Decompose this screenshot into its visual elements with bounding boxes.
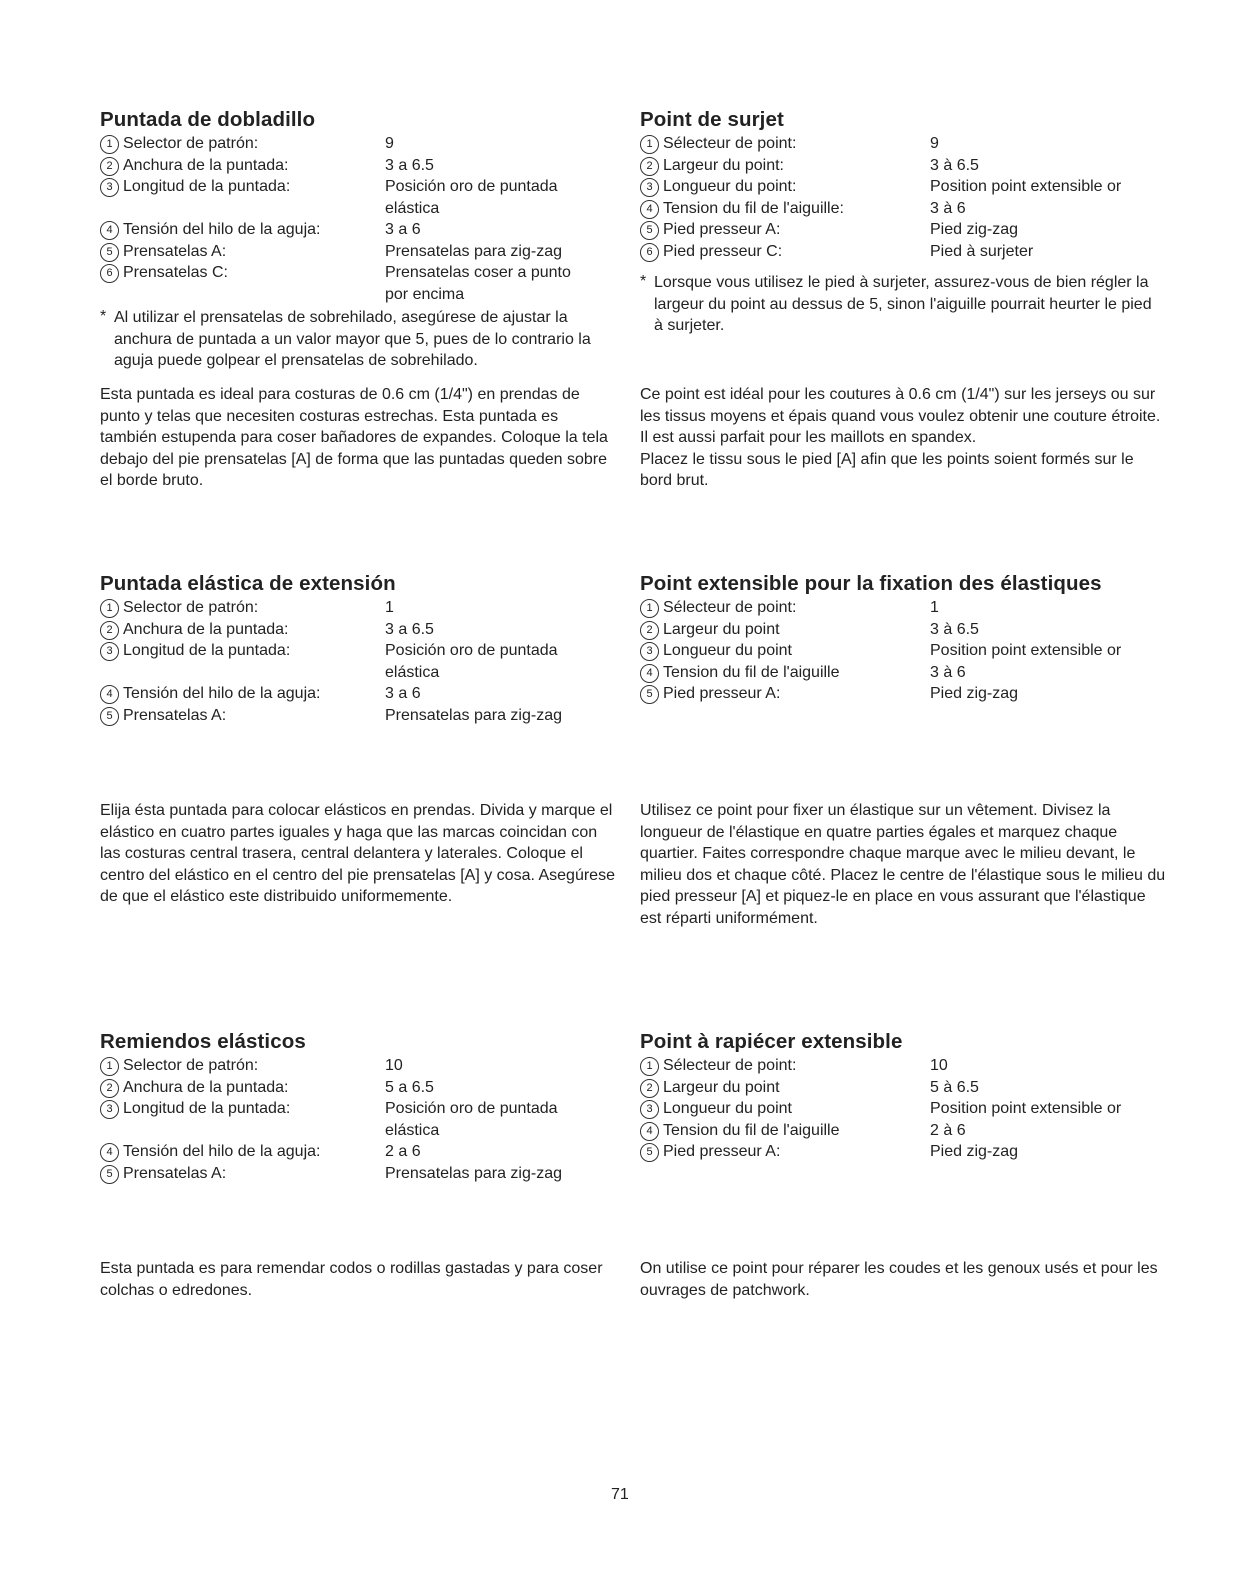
setting-label: Pied presseur A:	[663, 685, 781, 702]
setting-label: Prensatelas A:	[123, 242, 227, 260]
setting-value: 3 a 6	[385, 221, 421, 238]
setting-value: Pied zig-zag	[930, 1143, 1019, 1160]
page-number: 71	[611, 1486, 629, 1503]
setting-label: Tension du fil de l'aiguille	[663, 663, 840, 681]
settings-table	[100, 597, 620, 726]
setting-value: 3 a 6.5	[385, 156, 434, 174]
setting-label: Longueur du point:	[663, 178, 797, 195]
note-text: Al utilizar el prensatelas de sobrehilado, asegúrese de ajustar la anchura de puntada a un valor mayor que 5, pues de lo contrario la aguja puede golpear el prensatelas de sobrehilado.	[114, 309, 591, 369]
section-puntada-de-dobladillo	[100, 108, 620, 372]
circled-number: 3	[100, 642, 119, 661]
circled-number: 5	[100, 243, 119, 262]
circled-number: 4	[640, 1122, 659, 1141]
body-paragraph: Esta puntada es ideal para costuras de 0.6 cm (1/4") en prendas de punto y telas que necesiten costuras estrechas. Esta puntada es también estupenda para coser bañadores de expandes. Coloque la tela debajo del pie prensatelas [A] de forma que las puntadas queden sobre el borde bruto.	[100, 386, 608, 489]
setting-label: Sélecteur de point:	[663, 1057, 797, 1074]
setting-label: Pied presseur A:	[663, 221, 781, 238]
setting-value: Position point extensible or	[930, 642, 1122, 659]
body-paragraph: Utilisez ce point pour fixer un élastique sur un vêtement. Divisez la longueur de l'élastique en quatre parties égales et marquez chaque quartier. Faites correspondre chaque marque avec le milieu devant, le milieu dos et chaque côté. Placez le centre de l'élastique sous le milieu du pied presseur [A] et piquez-le en place en vous assurant que l'élastique est réparti uniformément.	[640, 802, 1166, 927]
setting-value: 9	[930, 135, 939, 152]
circled-number: 3	[100, 1100, 119, 1119]
setting-value: 1	[930, 599, 939, 616]
setting-label: Longueur du point	[663, 1100, 792, 1117]
circled-number: 1	[100, 599, 119, 618]
setting-value: 10	[385, 1057, 403, 1074]
circled-number: 3	[640, 642, 659, 661]
setting-value: Prensatelas coser a punto por encima	[385, 264, 571, 303]
circled-number: 2	[100, 1079, 119, 1098]
settings-table	[100, 133, 620, 305]
setting-label: Largeur du point	[663, 1078, 780, 1096]
paragraph-line: Placez le tissu sous le pied [A] afin que les points soient formés sur le bord brut.	[640, 450, 1134, 489]
section-heading: Remiendos elásticos	[100, 1030, 306, 1053]
section-heading: Point de surjet	[640, 108, 784, 131]
circled-number: 2	[640, 621, 659, 640]
circled-number: 2	[100, 157, 119, 176]
circled-number: 5	[640, 1143, 659, 1162]
circled-number: 6	[640, 243, 659, 262]
circled-number: 3	[100, 178, 119, 197]
setting-value: Posición oro de puntada elástica	[385, 178, 558, 217]
setting-label: Longueur du point	[663, 642, 792, 659]
setting-label: Tensión del hilo de la aguja:	[123, 1143, 321, 1160]
circled-number: 3	[640, 178, 659, 197]
setting-value: Pied à surjeter	[930, 242, 1034, 260]
note-asterisk: *	[640, 273, 647, 290]
circled-number: 1	[640, 1057, 659, 1076]
section-heading: Point à rapiécer extensible	[640, 1030, 903, 1053]
setting-label: Longitud de la puntada:	[123, 642, 291, 659]
circled-number: 2	[100, 621, 119, 640]
circled-number: 6	[100, 264, 119, 283]
setting-value: Pied zig-zag	[930, 685, 1019, 702]
note	[100, 307, 620, 372]
circled-number: 5	[100, 1165, 119, 1184]
setting-label: Prensatelas A:	[123, 706, 227, 724]
setting-value: Posición oro de puntada elástica	[385, 642, 558, 681]
setting-value: Prensatelas para zig-zag	[385, 242, 562, 260]
section-heading: Puntada elástica de extensión	[100, 572, 396, 595]
setting-label: Selector de patrón:	[123, 599, 259, 616]
section-heading: Puntada de dobladillo	[100, 108, 316, 131]
section-puntada-elastica-de-extension	[100, 572, 620, 726]
setting-value: 3 à 6.5	[930, 156, 979, 174]
settings-table	[100, 1055, 620, 1184]
setting-value: 5 à 6.5	[930, 1078, 979, 1096]
setting-label: Anchura de la puntada:	[123, 1078, 289, 1096]
circled-number: 4	[100, 685, 119, 704]
note-text: Lorsque vous utilisez le pied à surjeter, assurez-vous de bien régler la largeur du point au dessus de 5, sinon l'aiguille pourrait heurter le pied à surjeter.	[654, 274, 1152, 334]
circled-number: 5	[640, 685, 659, 704]
setting-value: Posición oro de puntada elástica	[385, 1100, 558, 1139]
setting-label: Tensión del hilo de la aguja:	[123, 685, 321, 702]
paragraph-line: Il est aussi parfait pour les maillots en spandex.	[640, 429, 977, 446]
setting-label: Prensatelas A:	[123, 1164, 227, 1182]
setting-value: Prensatelas para zig-zag	[385, 1164, 562, 1182]
circled-number: 4	[100, 1143, 119, 1162]
circled-number: 1	[100, 1057, 119, 1076]
setting-label: Selector de patrón:	[123, 1057, 259, 1074]
setting-label: Pied presseur C:	[663, 242, 783, 260]
setting-label: Longitud de la puntada:	[123, 1100, 291, 1117]
setting-value: 3 à 6.5	[930, 620, 979, 638]
circled-number: 5	[100, 707, 119, 726]
setting-label: Tension du fil de l'aiguille:	[663, 199, 844, 217]
setting-value: Position point extensible or	[930, 1100, 1122, 1117]
settings-table	[640, 597, 1200, 705]
setting-label: Anchura de la puntada:	[123, 620, 289, 638]
section-point-de-surjet	[640, 108, 1160, 337]
setting-label: Sélecteur de point:	[663, 135, 797, 152]
body-paragraph	[640, 384, 1165, 492]
setting-value: Pied zig-zag	[930, 221, 1019, 238]
setting-value: Position point extensible or	[930, 178, 1122, 195]
setting-label: Longitud de la puntada:	[123, 178, 291, 195]
note-asterisk: *	[100, 308, 107, 325]
circled-number: 4	[640, 664, 659, 683]
section-point-a-rapiecer-extensible	[640, 1030, 1160, 1163]
circled-number: 4	[640, 200, 659, 219]
setting-value: 10	[930, 1057, 948, 1074]
settings-table	[640, 1055, 1160, 1163]
setting-value: 3 a 6.5	[385, 620, 434, 638]
paragraph-line: Ce point est idéal pour les coutures à 0.6 cm (1/4") sur les jerseys ou sur les tissus moyens et épais quand vous voulez obtenir une couture étroite.	[640, 386, 1161, 425]
setting-value: 2 à 6	[930, 1121, 966, 1139]
circled-number: 1	[640, 135, 659, 154]
settings-table	[640, 133, 1160, 262]
setting-label: Largeur du point:	[663, 156, 784, 174]
setting-value: 5 a 6.5	[385, 1078, 434, 1096]
setting-label: Anchura de la puntada:	[123, 156, 289, 174]
note	[640, 272, 1160, 337]
body-paragraph: On utilise ce point pour réparer les coudes et les genoux usés et pour les ouvrages de patchwork.	[640, 1260, 1158, 1299]
setting-label: Prensatelas C:	[123, 264, 228, 281]
setting-label: Tension du fil de l'aiguille	[663, 1121, 840, 1139]
circled-number: 3	[640, 1100, 659, 1119]
setting-label: Largeur du point	[663, 620, 780, 638]
circled-number: 2	[640, 1079, 659, 1098]
setting-label: Tensión del hilo de la aguja:	[123, 221, 321, 238]
section-remiendos-elasticos	[100, 1030, 620, 1184]
setting-label: Sélecteur de point:	[663, 599, 797, 616]
setting-value: Prensatelas para zig-zag	[385, 706, 562, 724]
setting-label: Selector de patrón:	[123, 135, 259, 152]
setting-value: 3 a 6	[385, 685, 421, 702]
section-point-extensible-elastiques	[640, 572, 1200, 705]
circled-number: 1	[640, 599, 659, 618]
setting-label: Pied presseur A:	[663, 1143, 781, 1160]
circled-number: 4	[100, 221, 119, 240]
setting-value: 1	[385, 599, 394, 616]
circled-number: 1	[100, 135, 119, 154]
setting-value: 2 a 6	[385, 1143, 421, 1160]
setting-value: 9	[385, 135, 394, 152]
section-heading: Point extensible pour la fixation des élastiques	[640, 572, 1102, 595]
body-paragraph: Esta puntada es para remendar codos o rodillas gastadas y para coser colchas o edredones.	[100, 1260, 603, 1299]
body-paragraph: Elija ésta puntada para colocar elásticos en prendas. Divida y marque el elástico en cuatro partes iguales y haga que las marcas coincidan con las costuras central trasera, central delantera y laterales. Coloque el centro del elástico en el centro del pie prensatelas [A] y cosa. Asegúrese de que el elástico este distribuido uniformemente.	[100, 802, 615, 905]
setting-value: 3 à 6	[930, 199, 966, 217]
setting-value: 3 à 6	[930, 663, 966, 681]
circled-number: 5	[640, 221, 659, 240]
circled-number: 2	[640, 157, 659, 176]
